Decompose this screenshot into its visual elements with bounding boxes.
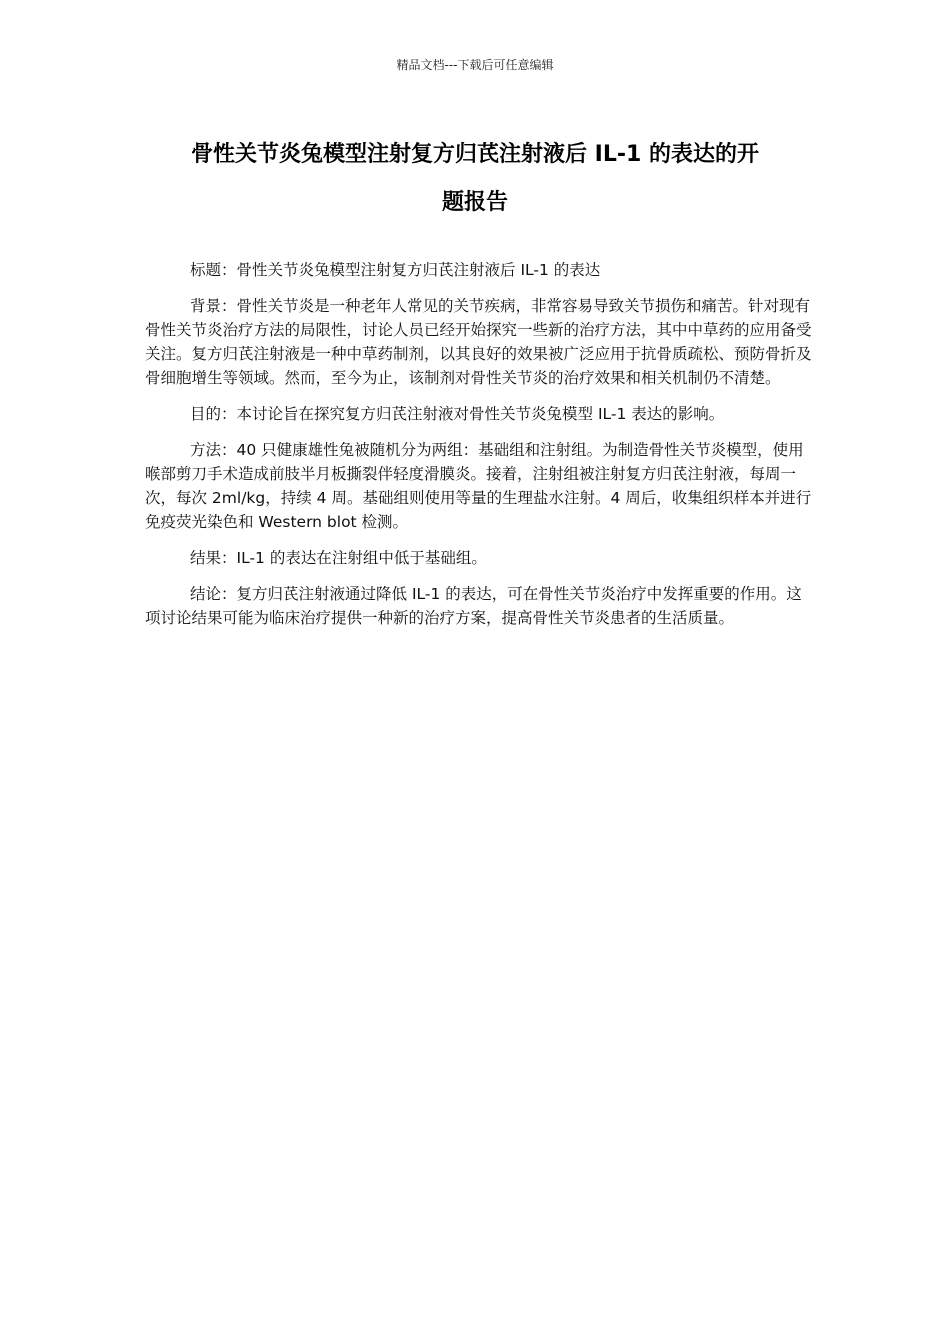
section-text: 复方归芪注射液通过降低 IL-1 的表达，可在骨性关节炎治疗中发挥重要的作用。这项讨论结果可能为临床治疗提供一种新的治疗方案，提高骨性关节炎患者的生活质量。 bbox=[145, 585, 802, 627]
section-text: 40 只健康雄性兔被随机分为两组：基础组和注射组。为制造骨性关节炎模型，使用喉部剪刀手术造成前肢半月板撕裂伴轻度滑膜炎。接着，注射组被注射复方归芪注射液，每周一次，每次 2ml/kg，持续 4 周。基础组则使用等量的生理盐水注射。4 周后，收集组织样本并进行免疫荧光染色和 Western blot 检测。 bbox=[145, 441, 812, 531]
section-text: 骨性关节炎兔模型注射复方归芪注射液后 IL-1 的表达 bbox=[236, 261, 601, 279]
section-conclusion-paragraph bbox=[145, 582, 815, 630]
section-method-paragraph bbox=[145, 438, 815, 534]
section-purpose-paragraph bbox=[145, 402, 815, 426]
section-background-paragraph bbox=[145, 294, 815, 390]
document-title bbox=[130, 131, 820, 227]
document-body bbox=[145, 258, 815, 642]
section-result-paragraph bbox=[145, 546, 815, 570]
section-label: 结果： bbox=[190, 549, 237, 567]
section-label: 目的： bbox=[190, 405, 237, 423]
title-line-2: 题报告 bbox=[441, 190, 508, 215]
section-label: 结论： bbox=[190, 585, 237, 603]
title-line-1: 骨性关节炎兔模型注射复方归芪注射液后 IL-1 的表达的开 bbox=[191, 142, 759, 167]
header-note: 精品文档---下载后可任意编辑 bbox=[396, 58, 554, 72]
section-text: 骨性关节炎是一种老年人常见的关节疾病，非常容易导致关节损伤和痛苦。针对现有骨性关节炎治疗方法的局限性，讨论人员已经开始探究一些新的治疗方法，其中中草药的应用备受关注。复方归芪注射液是一种中草药制剂，以其良好的效果被广泛应用于抗骨质疏松、预防骨折及骨细胞增生等领域。然而，至今为止，该制剂对骨性关节炎的治疗效果和相关机制仍不清楚。 bbox=[145, 297, 812, 387]
section-text: IL-1 的表达在注射组中低于基础组。 bbox=[236, 549, 487, 567]
section-title-paragraph bbox=[145, 258, 815, 282]
section-text: 本讨论旨在探究复方归芪注射液对骨性关节炎兔模型 IL-1 表达的影响。 bbox=[236, 405, 725, 423]
section-label: 背景： bbox=[190, 297, 237, 315]
section-label: 方法： bbox=[190, 441, 237, 459]
section-label: 标题： bbox=[190, 261, 237, 279]
